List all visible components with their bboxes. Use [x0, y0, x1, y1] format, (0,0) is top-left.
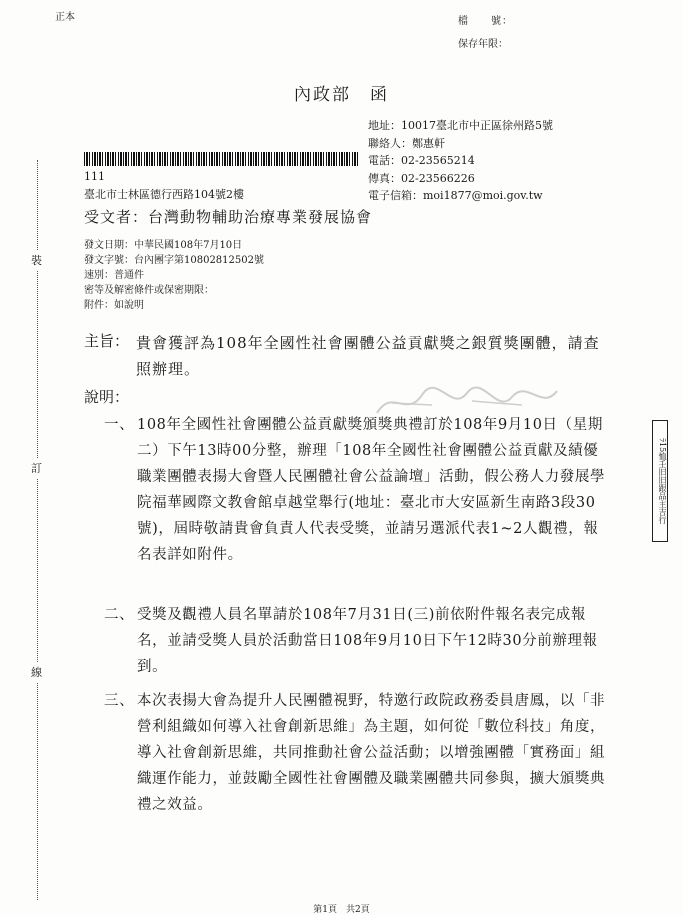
item-number: 三、	[104, 693, 135, 709]
file-number-label: 檔 號：	[458, 16, 513, 27]
page-number: 第1頁 共2頁	[313, 905, 370, 915]
contact-email: 電子信箱：moi1877@moi.gov.tw	[368, 189, 543, 202]
recipient-address: 臺北市士林區德行西路104號2樓	[84, 188, 244, 201]
binding-mark-top: 裝	[31, 250, 42, 270]
item-text: 受獎及觀禮人員名單請於108年7月31日(三)前依附件報名表完成報名，並請受獎人員於活動當日108年9月10日下午12時30分前辦理報到。	[137, 607, 598, 675]
item-number: 一、	[104, 417, 135, 433]
item-text: 108年全國性社會團體公益貢獻獎頒獎典禮訂於108年9月10日（星期二）下午13時00分整，辦理「108年全國性社會團體公益貢獻及績優職業團體表揚大會暨人民團體社會公益論壇」活動，假公務人力發展學院福華國際文教會館卓越堂舉行(地址：臺北市大安區新生南路3段30號)，屆時敬請貴會負責人代表受獎，並請另選派代表1~2人觀禮，報名表詳如附件。	[137, 417, 606, 563]
secrecy: 密等及解密條件或保密期限：	[84, 285, 214, 296]
subject-label: 主旨：	[84, 332, 130, 350]
contact-block	[368, 117, 553, 205]
contact-fax: 傳真：02-23566226	[368, 171, 475, 185]
contact-address: 地址：10017臺北市中正區徐州路5號	[368, 119, 553, 132]
receipt-stamp: ﾗ15恤壬旧旧跟品主吉行	[652, 420, 668, 542]
binding-mark-bottom: 線	[31, 662, 42, 682]
explanation-label: 說明：	[84, 388, 130, 406]
subject-text: 貴會獲評為108年全國性社會團體公益貢獻獎之銀質獎團體，請查照辦理。	[136, 334, 600, 378]
copy-type: 正本	[55, 12, 75, 23]
recipient: 受文者：台灣動物輔助治療專業發展協會	[84, 208, 373, 226]
recipient-zip: 111	[84, 170, 105, 183]
document-title: 內政部 函	[294, 85, 389, 105]
binding-mark-middle: 訂	[31, 458, 42, 478]
doc-number: 發文字號：台內團字第10802812502號	[84, 255, 264, 266]
retention-label: 保存年限：	[458, 39, 508, 50]
attachment: 附件：如說明	[84, 300, 144, 311]
item-text: 本次表揚大會為提升人民團體視野，特邀行政院政務委員唐鳳，以「非營利組織如何導入社會創新思維」為主題，如何從「數位科技」角度，導入社會創新思維，共同推動社會公益活動；以增強團體「實務面」組織運作能力，並鼓勵全國性社會團體及職業團體共同參與，擴大頒獎典禮之效益。	[137, 693, 606, 813]
contact-phone: 電話：02-23565214	[368, 154, 475, 167]
meta-block	[84, 238, 264, 313]
issue-date: 發文日期：中華民國108年7月10日	[84, 240, 243, 251]
barcode	[84, 152, 359, 166]
binding-line	[37, 160, 38, 900]
speed: 速別：普通件	[84, 270, 144, 281]
contact-person: 聯絡人：鄭惠軒	[368, 136, 445, 150]
item-number: 二、	[104, 607, 135, 623]
signature-watermark	[372, 383, 562, 423]
